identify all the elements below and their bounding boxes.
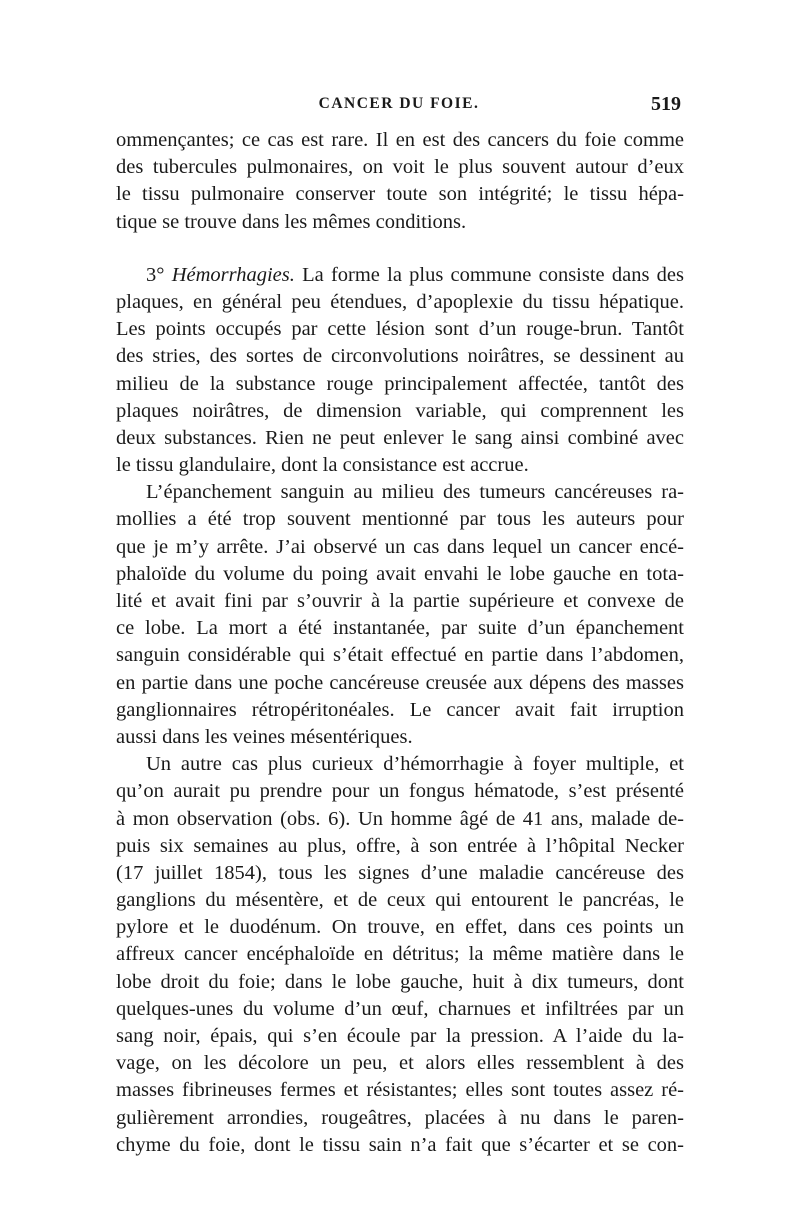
paragraph-hemorrhagies [116, 262, 684, 480]
section-title: Hémorrhagies. [171, 263, 295, 286]
section-number: 3° [146, 263, 172, 286]
text-line: gulièrement arrondies, rougeâtres, placées à nu dans le paren- [116, 1106, 684, 1129]
text-line: le tissu pulmonaire conserver toute son intégrité; le tissu hépa- [116, 183, 684, 206]
text-line: le tissu glandulaire, dont la consistance est accrue. [116, 454, 529, 477]
text-line: lité et avait fini par s’ouvrir à la partie supérieure et convexe de [116, 590, 684, 612]
text-line: tique se trouve dans les mêmes conditions. [116, 210, 467, 233]
text-line: pylore et le duodénum. On trouve, en effet, dans ces points un [116, 916, 684, 939]
text-line: aussi dans les veines mésentériques. [116, 725, 413, 748]
text-line: quelques-unes du volume d’un œuf, charnues et infiltrées par un [116, 997, 684, 1020]
running-head [117, 95, 681, 119]
text-line: en partie dans une poche cancéreuse creusée aux dépens des masses [116, 671, 684, 694]
text-line: masses fibrineuses fermes et résistantes; elles sont toutes assez ré- [116, 1079, 684, 1102]
section-heading-line [116, 262, 684, 289]
text-line: chyme du foie, dont le tissu sain n’a fait que s’écarter et se con- [116, 1133, 684, 1156]
text-line: ommençantes; ce cas est rare. Il en est des cancers du foie comme [116, 129, 684, 151]
text-line: affreux cancer encéphaloïde en détritus; la même matière dans le [116, 943, 684, 966]
text-line: que je m’y arrête. J’ai observé un cas dans lequel un cancer encé- [116, 535, 684, 558]
text-line: Les points occupés par cette lésion sont d’un rouge-brun. Tantôt [116, 318, 684, 341]
text-line: phaloïde du volume du poing avait envahi le lobe gauche en tota- [116, 562, 684, 585]
paragraph-autre-cas [116, 751, 684, 1159]
text-line: sang noir, épais, qui s’en écoule par la pression. A l’aide du la- [116, 1025, 684, 1047]
section-first-line-text: La forme la plus commune consiste dans des [294, 263, 684, 286]
text-line: puis six semaines au plus, offre, à son entrée à l’hôpital Necker [116, 834, 684, 857]
running-title: CANCER DU FOIE. [318, 95, 480, 112]
text-line: milieu de la substance rouge principalement affectée, tantôt des [116, 372, 684, 395]
text-line: qu’on aurait pu prendre pour un fongus hématode, s’est présenté [116, 780, 684, 803]
text-line: Un autre cas plus curieux d’hémorrhagie à foyer multiple, et [146, 753, 684, 776]
text-line: vage, on les décolore un peu, et alors elles ressemblent à des [116, 1052, 684, 1075]
text-line: ce lobe. La mort a été instantanée, par suite d’un épanchement [116, 617, 684, 640]
text-line: plaques, en général peu étendues, d’apoplexie du tissu hépatique. [116, 290, 684, 313]
body-text [116, 127, 684, 1159]
page-number: 519 [651, 93, 681, 115]
text-line: mollies a été trop souvent mentionné par tous les auteurs pour [116, 508, 684, 531]
text-line: des stries, des sortes de circonvolutions noirâtres, se dessinent au [116, 345, 684, 368]
text-line: des tubercules pulmonaires, on voit le plus souvent autour d’eux [116, 156, 684, 179]
text-line: sanguin considérable qui s’était effectué en partie dans l’abdomen, [116, 644, 684, 667]
text-line: lobe droit du foie; dans le lobe gauche, huit à dix tumeurs, dont [116, 970, 684, 993]
text-line: ganglionnaires rétropéritonéales. Le cancer avait fait irruption [116, 698, 684, 721]
paragraph-epanchement [116, 479, 684, 751]
text-line: à mon observation (obs. 6). Un homme âgé de 41 ans, malade de- [116, 807, 684, 830]
text-line: ganglions du mésentère, et de ceux qui entourent le pancréas, le [116, 889, 684, 912]
paragraph-continuation [116, 127, 684, 236]
text-line: deux substances. Rien ne peut enlever le sang ainsi combiné avec [116, 426, 684, 449]
text-line: L’épanchement sanguin au milieu des tumeurs cancéreuses ra- [146, 481, 684, 504]
text-line: plaques noirâtres, de dimension variable, qui comprennent les [116, 399, 684, 422]
text-line: (17 juillet 1854), tous les signes d’une maladie cancéreuse des [116, 861, 684, 884]
